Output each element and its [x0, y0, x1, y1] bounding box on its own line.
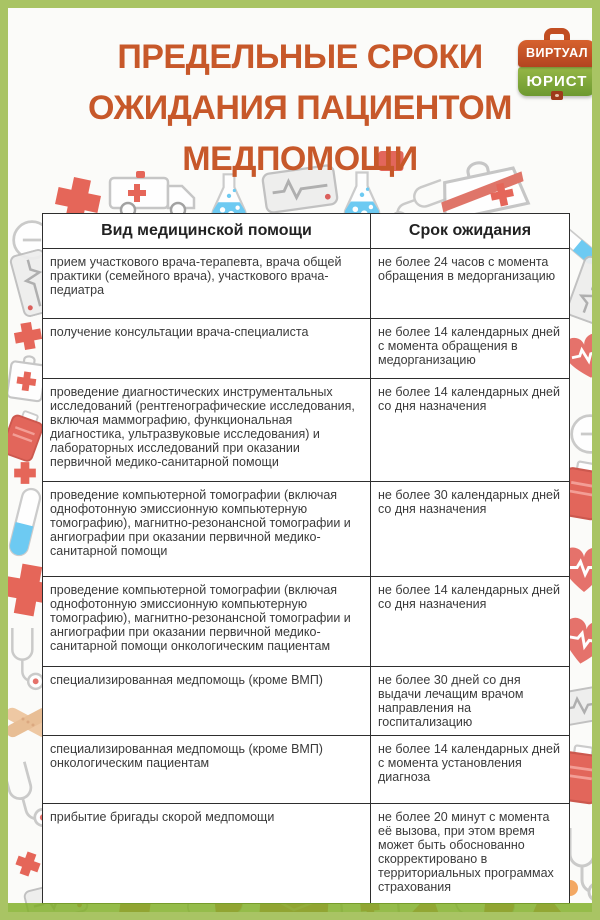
- table-row: [43, 319, 570, 379]
- cell-waiting-term: не более 24 часов с момента обращения в медорганизацию: [371, 249, 570, 319]
- round-device-icon: [568, 410, 600, 458]
- table-row: [43, 667, 570, 736]
- briefcase-clasp-icon: [551, 91, 563, 100]
- header-waiting-term: Срок ожидания: [371, 214, 570, 249]
- table-row: [43, 736, 570, 804]
- cell-care-type: прибытие бригады скорой медпомощи: [43, 804, 371, 904]
- cell-care-type: получение консультации врача-специалиста: [43, 319, 371, 379]
- waiting-times-table: [42, 213, 570, 904]
- cell-care-type: проведение диагностических инструментальных исследований (рентгенографические исследования, включая маммографию, функциональная диагностика, ультразвуковые исследования) и лабораторных исследований при оказании первичной медико-санитарной помощи: [43, 379, 371, 482]
- table-row: [43, 249, 570, 319]
- cell-waiting-term: не более 14 календарных дней с момента установления диагноза: [371, 736, 570, 804]
- table-row: [43, 577, 570, 667]
- cell-waiting-term: не более 14 календарных дней со дня назначения: [371, 379, 570, 482]
- virtual-lawyer-logo: [518, 28, 596, 96]
- header-care-type: Вид медицинской помощи: [43, 214, 371, 249]
- page-title: [8, 32, 592, 185]
- test-tube-icon: [4, 484, 47, 560]
- red-cross-icon: [12, 460, 38, 486]
- table-row: [43, 804, 570, 904]
- cell-waiting-term: не более 20 минут с момента её вызова, при этом время может быть обоснованно скорректировано в территориальных программах страхования: [371, 804, 570, 904]
- table-row: [43, 482, 570, 577]
- red-cross-icon: [10, 846, 46, 882]
- table-header-row: [43, 214, 570, 249]
- cell-care-type: специализированная медпомощь (кроме ВМП): [43, 667, 371, 736]
- cell-waiting-term: не более 30 календарных дней со дня назначения: [371, 482, 570, 577]
- cell-waiting-term: не более 30 дней со дня выдачи лечащим врачом направления на госпитализацию: [371, 667, 570, 736]
- page-title-line-3: МЕДПОМОЩИ: [182, 140, 418, 178]
- red-cross-icon: [9, 317, 46, 354]
- cell-waiting-term: не более 14 календарных дней с момента обращения в медорганизацию: [371, 319, 570, 379]
- logo-top-label: ВИРТУАЛ: [518, 40, 596, 67]
- stethoscope-icon: [4, 624, 44, 692]
- cell-waiting-term: не более 14 календарных дней со дня назначения: [371, 577, 570, 667]
- cell-care-type: специализированная медпомощь (кроме ВМП) онкологическим пациентам: [43, 736, 371, 804]
- cell-care-type: прием участкового врача-терапевта, врача общей практики (семейного врача), участкового врача-педиатра: [43, 249, 371, 319]
- page-title-line-1: ПРЕДЕЛЬНЫЕ СРОКИ: [117, 38, 483, 76]
- cell-care-type: проведение компьютерной томографии (включая однофотонную эмиссионную компьютерную томографию), магнитно-резонансной томографии и ангиографии при оказании первичной медико-санитарной помощи онкологическим пациентам: [43, 577, 371, 667]
- table-row: [43, 379, 570, 482]
- cell-care-type: проведение компьютерной томографии (включая однофотонную эмиссионную компьютерную томографию), магнитно-резонансной томографии и ангиографии при оказании первичной медико-санитарной помощи: [43, 482, 371, 577]
- page-title-line-2: ОЖИДАНИЯ ПАЦИЕНТОМ: [87, 89, 512, 127]
- bottom-green-strip: [0, 903, 600, 920]
- logo-bottom-label: ЮРИСТ: [518, 67, 596, 96]
